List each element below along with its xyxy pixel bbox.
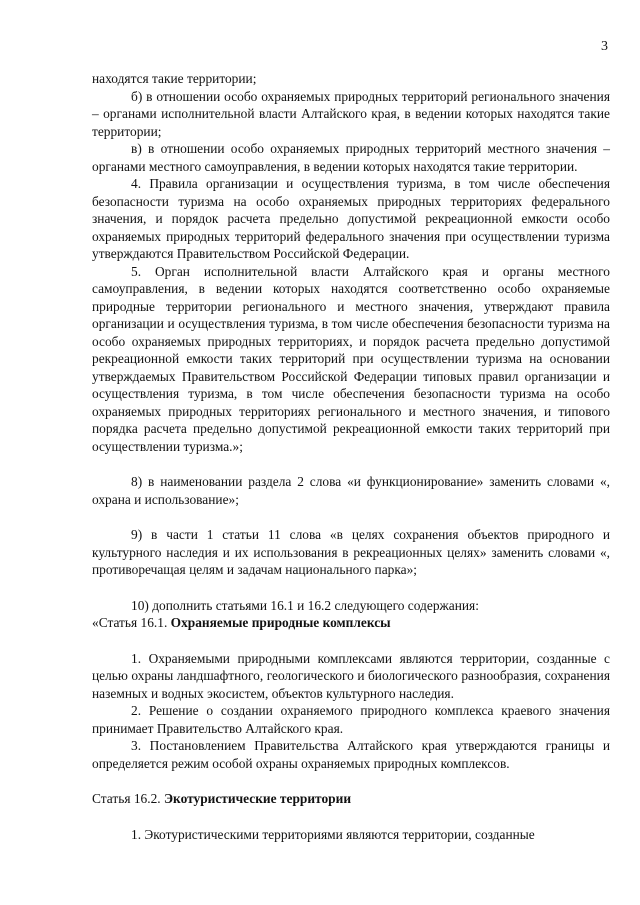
paragraph: 1. Экотуристическими территориями являются территории, созданные bbox=[131, 826, 535, 842]
paragraph: в) в отношении особо охраняемых природных территорий местного значения – органами местного самоуправления, в ведении которых находятся такие территории. bbox=[92, 141, 610, 174]
paragraph: б) в отношении особо охраняемых природных территорий регионального значения – органами исполнительной власти Алтайского края, в ведении которых находятся такие территории; bbox=[92, 88, 610, 139]
paragraph: 10) дополнить статьями 16.1 и 16.2 следующего содержания: bbox=[131, 597, 479, 613]
paragraph: 9) в части 1 статьи 11 слова «в целях сохранения объектов природного и культурного наследия и их использования в рекреационных целях» заменить словами «, противоречащая целям и задачам национального парка»; bbox=[92, 527, 610, 577]
paragraph: 3. Постановлением Правительства Алтайского края утверждаются границы и определяется режим особой охраны охраняемых природных комплексов. bbox=[92, 738, 610, 771]
document-body bbox=[92, 70, 610, 843]
article-title: Охраняемые природные комплексы bbox=[170, 615, 391, 630]
paragraph: 5. Орган исполнительной власти Алтайского края и органы местного самоуправления, в ведении которых находятся соответственно особо охраняемые природные территории регионального и местного значения, утверждают правила организации и осуществления туризма, в том числе обеспечения безопасности туризма на особо охраняемых природных территориях, и порядок расчета предельно допустимой рекреационной емкости таких территорий при осуществлении туризма на основании утверждаемых Правительством Российской Федерации типовых правил организации и осуществления туризма, в том числе обеспечения безопасности туризма на особо охраняемых природных территориях регионального и местного значения, и типового порядка расчета предельно допустимой рекреационной емкости таких территорий при осуществлении туризма.»; bbox=[92, 263, 610, 454]
article-heading-16-2 bbox=[92, 790, 610, 808]
paragraph: 8) в наименовании раздела 2 слова «и функционирование» заменить словами «, охрана и использование»; bbox=[92, 474, 610, 507]
paragraph: 4. Правила организации и осуществления туризма, в том числе обеспечения безопасности туризма на особо охраняемых природных территориях федерального значения, и порядок расчета предельно допустимой рекреационной емкости особо охраняемых природных территорий федерального значения при осуществлении туризма утверждаются Правительством Российской Федерации. bbox=[92, 176, 610, 261]
paragraph: 1. Охраняемыми природными комплексами являются территории, созданные с целью охраны ландшафтного, геологического и биологического разнообразия, сохранения наземных и водных экосистем, объектов культурного наследия. bbox=[92, 650, 610, 701]
article-prefix: «Статья 16.1. bbox=[92, 615, 171, 630]
page-number: 3 bbox=[601, 39, 608, 54]
article-prefix: Статья 16.2. bbox=[92, 791, 164, 806]
paragraph: 2. Решение о создании охраняемого природного комплекса краевого значения принимает Правительство Алтайского края. bbox=[92, 703, 610, 736]
article-heading-16-1 bbox=[92, 614, 610, 632]
article-title: Экотуристические территории bbox=[163, 791, 352, 806]
paragraph: находятся такие территории; bbox=[92, 71, 257, 86]
